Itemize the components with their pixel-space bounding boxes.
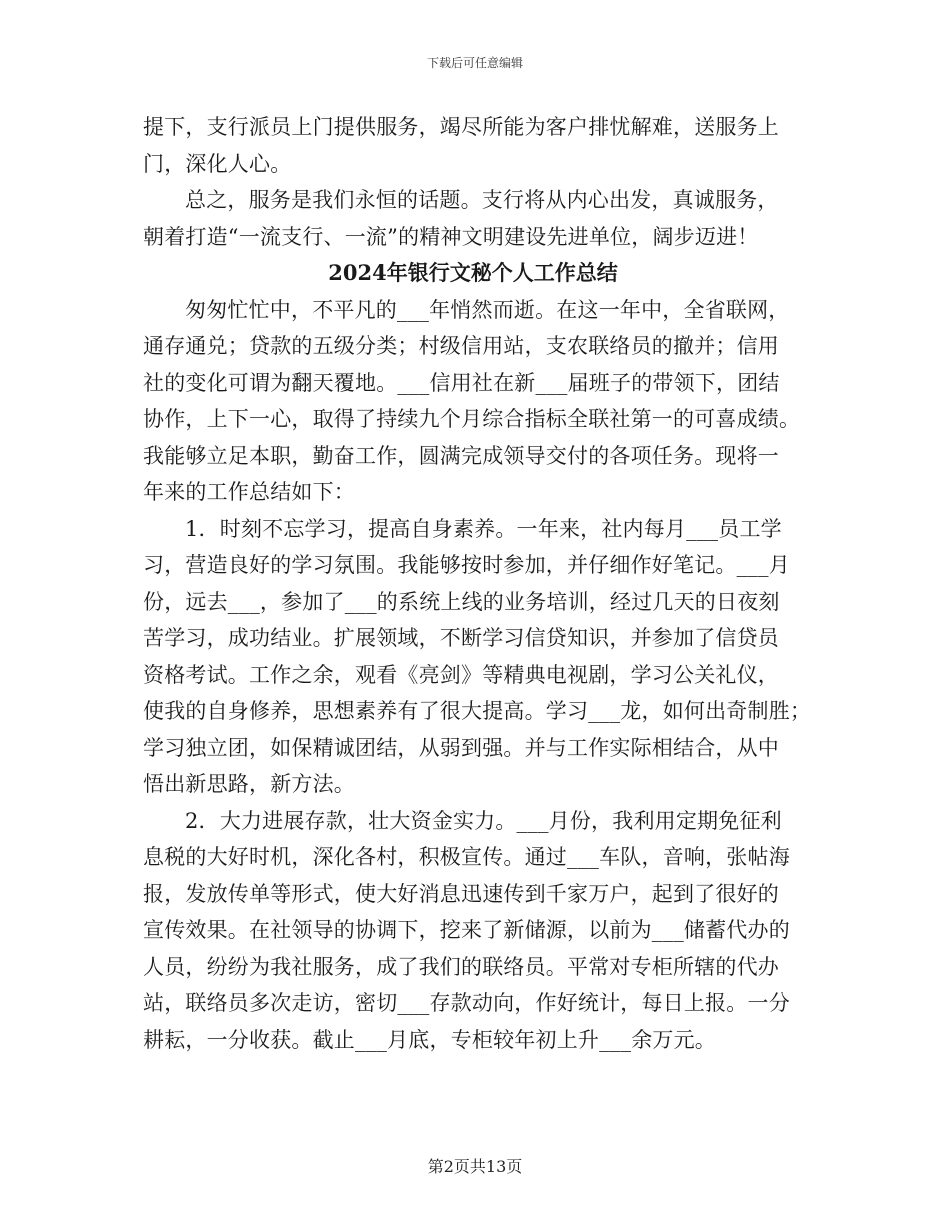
text-line: 份，远去___，参加了___的系统上线的业务培训，经过几天的日夜刻: [143, 589, 780, 614]
text-line: 耕耘，一分收获。截止___月底，专柜较年初上升___余万元。: [143, 1027, 716, 1052]
header-note: 下载后可任意编辑: [426, 56, 523, 70]
text-line: 提下，支行派员上门提供服务，竭尽所能为客户排忧解难，送服务上: [143, 115, 779, 139]
text-line: 悟出新思路，新方法。: [143, 772, 355, 796]
page-number: 第2页共13页: [427, 1157, 523, 1176]
text-line: 习，营造良好的学习氛围。我能够按时参加，并仔细作好笔记。___月: [143, 553, 790, 577]
text-line: 协作，上下一心，取得了持续九个月综合指标全联社第一的可喜成绩。: [143, 407, 801, 431]
text-line: 2．大力进展存款，壮大资金实力。___月份，我利用定期免征利: [185, 808, 782, 833]
text-line: 站，联络员多次走访，密切___存款动向，作好统计，每日上报。一分: [143, 991, 790, 1015]
text-line: 苦学习，成功结业。扩展领域，不断学习信贷知识，并参加了信贷员: [143, 626, 779, 650]
text-line: 通存通兑；贷款的五级分类；村级信用站，支农联络员的撤并；信用: [143, 334, 779, 358]
text-line: 我能够立足本职，勤奋工作，圆满完成领导交付的各项任务。现将一: [143, 443, 779, 468]
text-line: 人员，纷纷为我社服务，成了我们的联络员。平常对专柜所辖的代办: [143, 954, 779, 979]
text-line: 朝着打造“一流支行、一流”的精神文明建设先进单位，阔步迈进！: [143, 224, 759, 249]
text-line: 资格考试。工作之余，观看《亮剑》等精典电视剧，学习公关礼仪，: [143, 662, 779, 687]
text-line: 年来的工作总结如下：: [143, 480, 355, 504]
text-line: 门，深化人心。: [143, 151, 292, 176]
text-line: 使我的自身修养，思想素养有了很大提高。学习___龙，如何出奇制胜；: [143, 699, 812, 723]
text-line: 总之，服务是我们永恒的话题。支行将从内心出发，真诚服务，: [185, 188, 779, 212]
text-line: 匆匆忙忙中，不平凡的___年悄然而逝。在这一年中，全省联网，: [185, 297, 790, 322]
section-title: 2024年银行文秘个人工作总结: [328, 260, 618, 285]
text-line: 息税的大好时机，深化各村，积极宣传。通过___车队，音响，张帖海: [143, 845, 790, 869]
text-line: 社的变化可谓为翻天覆地。___信用社在新___届班子的带领下，团结: [143, 370, 780, 395]
text-line: 学习独立团，如保精诚团结，从弱到强。并与工作实际相结合，从中: [143, 735, 779, 760]
text-line: 宣传效果。在社领导的协调下，挖来了新储源，以前为___储蓄代办的: [143, 918, 790, 942]
text-line: 1．时刻不忘学习，提高自身素养。一年来，社内每月___员工学: [185, 516, 782, 541]
document-body: [143, 109, 812, 1058]
text-line: 报，发放传单等形式，使大好消息迅速传到千家万户，起到了很好的: [143, 881, 779, 906]
